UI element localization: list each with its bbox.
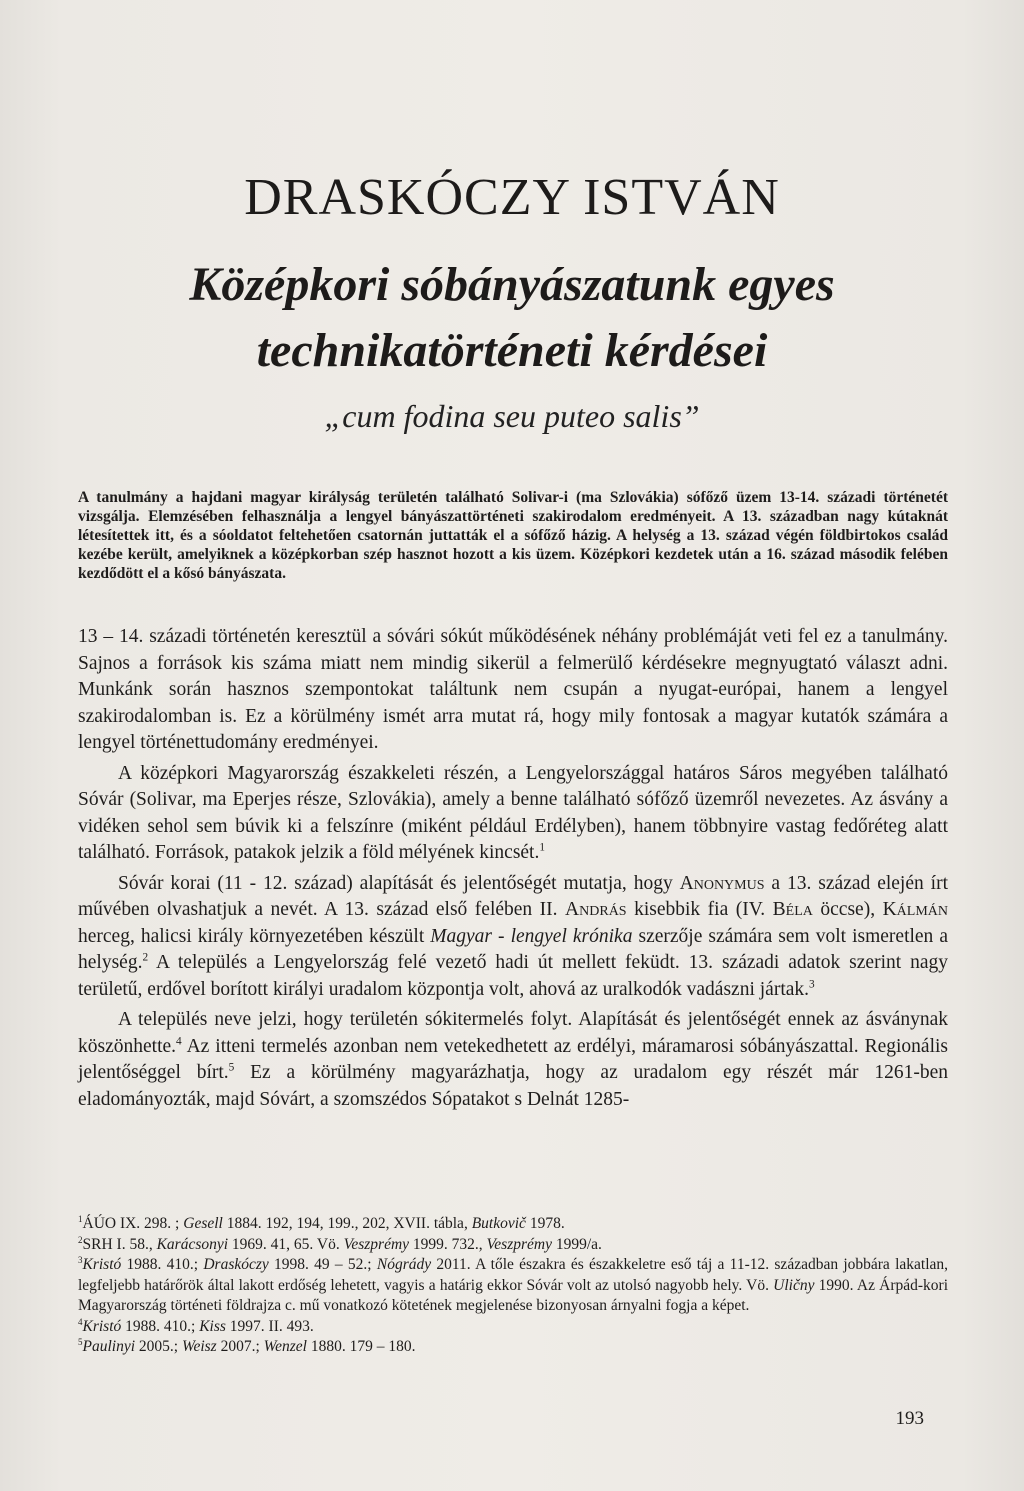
footnote-ref-4: 4 [176, 1035, 182, 1047]
footnote-ref-5: 5 [228, 1061, 235, 1074]
article-title [0, 252, 1024, 384]
author-name: DRASKÓCZY ISTVÁN [244, 169, 780, 226]
footnote-4: $^4$Kristó 1988. 410.; Kiss 1997. II. 493. [78, 1316, 314, 1335]
footnote-ref-2: 2 [142, 951, 149, 964]
paragraph-3: Sóvár korai (11 - 12. század) alapítását és jelentőségét mutatja, hogy Anonymus a 13. század elején írt művében olvashatjuk a nevét. A 13. század első felében II. András kisebbik fia (IV. Béla öccse), Kálmán herceg, halicsi király környezetében készült Magyar - lengyel krónika szerzője számára sem volt ismeretlen a helység.$^2$ A település a Lengyelország felé vezető hadi út mellett feküdt. 13. századi adatok szerint nagy területű, erdővel borított királyi uradalom központja volt, ahová az uralkodók vadászni jártak.$^3$ [78, 872, 948, 1000]
paragraph-2: A középkori Magyarország északkeleti részén, a Lengyelországgal határos Sáros megyében található Sóvár (Solivar, ma Eperjes része, Szlovákia), amely a benne található sófőző üzemről nevezetes. Az ásvány a vidéken sehol sem búvik ki a felszínre (miként például Erdélyben), hanem többnyire vastag fedőréteg alatt található. Források, patakok jelzik a föld mélyének kincsét.$^1$ [78, 762, 948, 863]
abstract: A tanulmány a hajdani magyar királyság területén található Solivar-i (ma Szlovákia) sófőző üzem 13-14. századi történetét vizsgálja. Elemzésében felhasználja a lengyel bányászattörténeti szakirodalom eredményeit. A 13. században nagy kútaknát létesítettek itt, és a sóoldatot feltehetően csatornán juttatták el a sófőző házig. A helység a 13. század végén földbirtokos család kezébe került, amelyiknek a középkorban szép hasznot hozott a kis üzem. Középkori kezdetek után a 16. század második felében kezdődött el a kősó bányászata. [78, 489, 948, 582]
footnote-ref-3: 3 [809, 978, 815, 990]
paragraph-4: A település neve jelzi, hogy területén sókitermelés folyt. Alapítását és jelentőségét ennek az ásványnak köszönhette.$^4$ Az itteni termelés azonban nem vetekedhetett az erdélyi, máramarosi sóbányászattal. Regionális jelentőséggel bírt.$^5$ Ez a körülmény magyarázhatja, hogy az uradalom egy részét már 1261-ben eladományozták, majd Sóvárt, a szomszédos Sópatakot s Delnát 1285- [78, 1009, 948, 1110]
footnote-1: $^1$ÁÚO IX. 298. ; Gesell 1884. 192, 194, 199., 202, XVII. tábla, Butkovič 1978. [78, 1213, 565, 1232]
body-text [78, 624, 948, 1117]
footnote-ref-1: 1 [539, 841, 546, 854]
footnote-2: $^2$SRH I. 58., Karácsonyi 1969. 41, 65. Vö. Veszprémy 1999. 732., Veszprémy 1999/a. [78, 1234, 602, 1253]
page-number: 193 [895, 1408, 924, 1429]
title-line-2: technikatörténeti kérdései [256, 324, 768, 377]
footnote-5: $^5$Paulinyi 2005.; Weisz 2007.; Wenzel 1880. 179 – 180. [78, 1336, 416, 1355]
paragraph-1: 13 – 14. századi történetén keresztül a sóvári sókút működésének néhány problémáját veti fel ez a tanulmány. Sajnos a források kis száma miatt nem mindig sikerül a felmerülő kérdésekre megnyugtató választ adni. Munkánk során hasznos szempontokat találtunk nem csupán a nyugat-európai, hanem a lengyel szakirodalomban is. Ez a körülmény ismét arra mutat rá, hogy mily fontosak a magyar kutatók számára a lengyel történettudomány eredményei. [78, 626, 948, 753]
title-line-1: Középkori sóbányászatunk egyes [189, 258, 835, 311]
motto: „cum fodina seu puteo salis” [324, 398, 700, 434]
footnote-3: $^3$Kristó 1988. 410.; Draskóczy 1998. 49 – 52.; Nógrády 2011. A tőle északra és északkeletre eső táj a 11-12. században jobbára lakatlan, legfeljebb határőrök által lakott erdőség lehetett, vagyis a határig ekkor Sóvár volt az utolsó nagyobb hely. Vö. Uličny 1990. Az Árpád-kori Magyarország történeti földrajza c. mű vonatkozó kötetének megjelenése bizonyosan árnyalni fogja a képet. [78, 1254, 949, 1314]
footnotes [78, 1214, 948, 1358]
